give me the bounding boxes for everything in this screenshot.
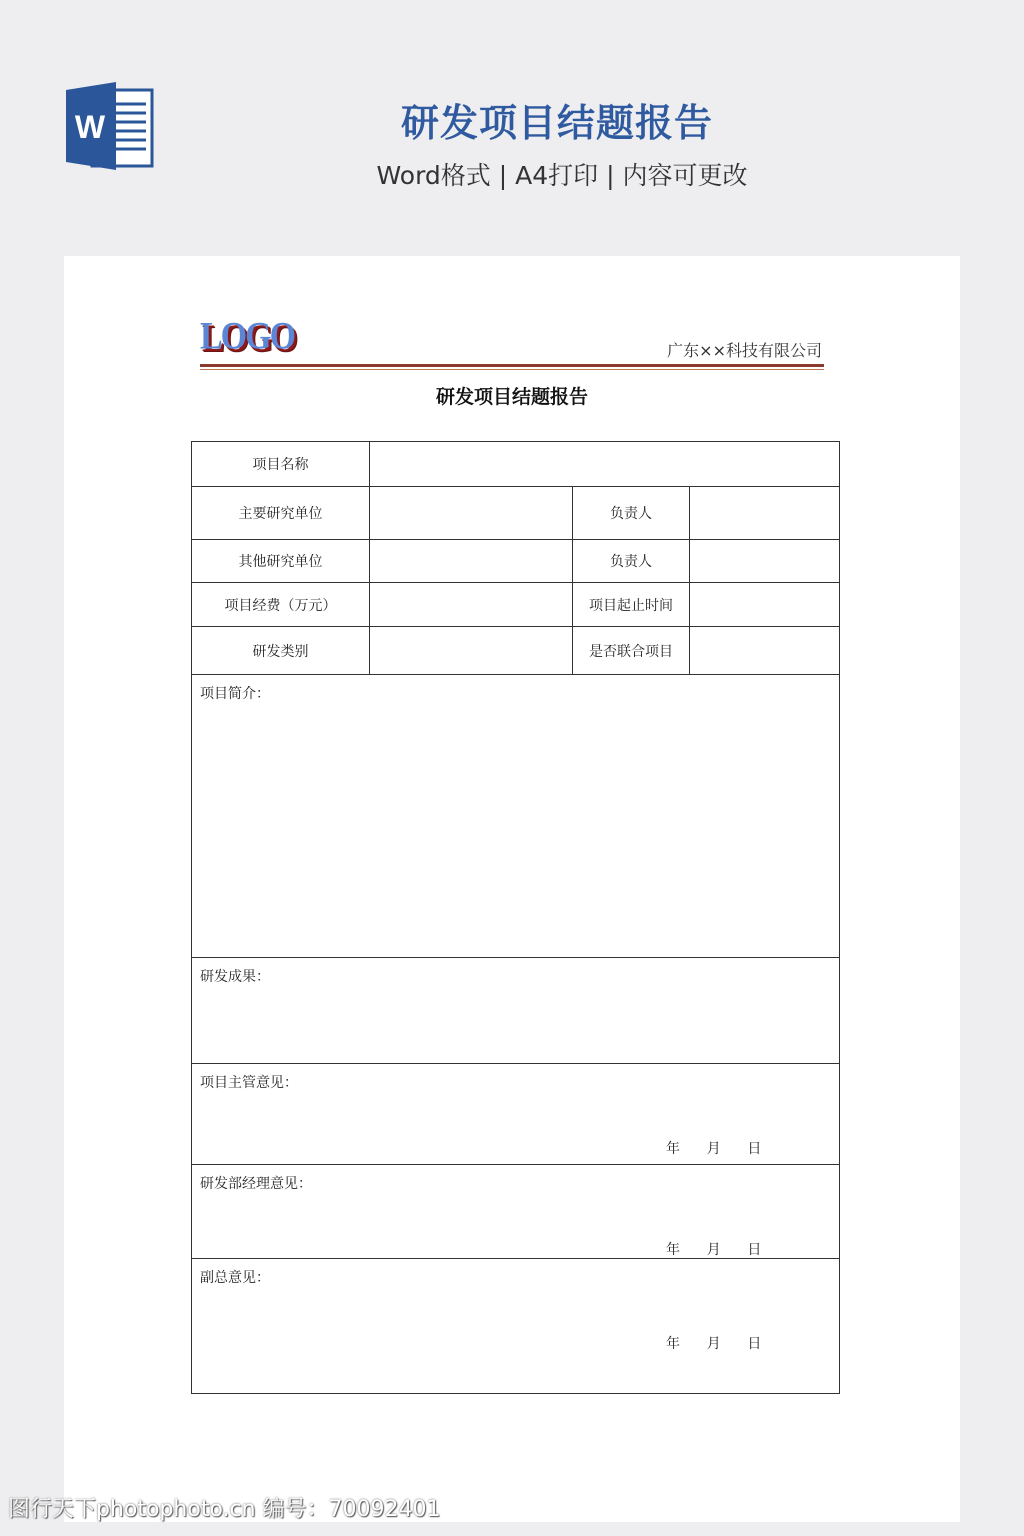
svg-text:W: W bbox=[74, 109, 106, 145]
table-row bbox=[192, 583, 840, 627]
banner bbox=[0, 0, 1024, 250]
category-label: 研发类别 bbox=[192, 627, 370, 675]
table-row bbox=[192, 1165, 840, 1259]
watermark: 图行天下photophoto.cn 编号：70092401 bbox=[8, 1497, 441, 1522]
rd-manager-date: 年 月 日 bbox=[666, 1242, 762, 1258]
supervisor-opinion-field[interactable] bbox=[192, 1064, 840, 1165]
project-intro-label: 项目简介： bbox=[200, 686, 270, 702]
table-row bbox=[192, 1064, 840, 1165]
table-row bbox=[192, 1259, 840, 1394]
header-rule bbox=[200, 364, 824, 367]
other-leader-label: 负责人 bbox=[573, 540, 690, 583]
document-page bbox=[64, 256, 960, 1522]
joint-project-field[interactable] bbox=[690, 627, 840, 675]
funding-field[interactable] bbox=[370, 583, 573, 627]
joint-project-label: 是否联合项目 bbox=[573, 627, 690, 675]
banner-subtitle: Word格式 | A4打印 | 内容可更改 bbox=[376, 161, 748, 190]
rd-results-label: 研发成果： bbox=[200, 969, 270, 985]
rd-results-field[interactable] bbox=[192, 958, 840, 1064]
period-field[interactable] bbox=[690, 583, 840, 627]
table-row bbox=[192, 540, 840, 583]
other-unit-field[interactable] bbox=[370, 540, 573, 583]
company-name: 广东××科技有限公司 bbox=[667, 341, 822, 360]
table-row bbox=[192, 442, 840, 487]
deputy-opinion-label: 副总意见： bbox=[200, 1270, 270, 1286]
category-field[interactable] bbox=[370, 627, 573, 675]
report-form-table bbox=[191, 441, 840, 1394]
supervisor-opinion-label: 项目主管意见： bbox=[200, 1075, 298, 1091]
rd-manager-opinion-field[interactable] bbox=[192, 1165, 840, 1259]
main-leader-label: 负责人 bbox=[573, 487, 690, 540]
company-logo: LOGO bbox=[200, 315, 295, 358]
deputy-date: 年 月 日 bbox=[666, 1336, 762, 1352]
funding-label: 项目经费（万元） bbox=[192, 583, 370, 627]
table-row bbox=[192, 958, 840, 1064]
table-row bbox=[192, 627, 840, 675]
period-label: 项目起止时间 bbox=[573, 583, 690, 627]
banner-title: 研发项目结题报告 bbox=[400, 101, 713, 145]
main-unit-label: 主要研究单位 bbox=[192, 487, 370, 540]
deputy-opinion-field[interactable] bbox=[192, 1259, 840, 1394]
project-name-label: 项目名称 bbox=[192, 442, 370, 487]
supervisor-date: 年 月 日 bbox=[666, 1141, 762, 1157]
document-title: 研发项目结题报告 bbox=[435, 386, 588, 408]
project-intro-field[interactable] bbox=[192, 675, 840, 958]
project-name-field[interactable] bbox=[370, 442, 840, 487]
other-leader-field[interactable] bbox=[690, 540, 840, 583]
other-unit-label: 其他研究单位 bbox=[192, 540, 370, 583]
table-row bbox=[192, 487, 840, 540]
main-leader-field[interactable] bbox=[690, 487, 840, 540]
rd-manager-opinion-label: 研发部经理意见： bbox=[200, 1176, 312, 1192]
table-row bbox=[192, 675, 840, 958]
main-unit-field[interactable] bbox=[370, 487, 573, 540]
header-rule-thin bbox=[200, 369, 824, 370]
